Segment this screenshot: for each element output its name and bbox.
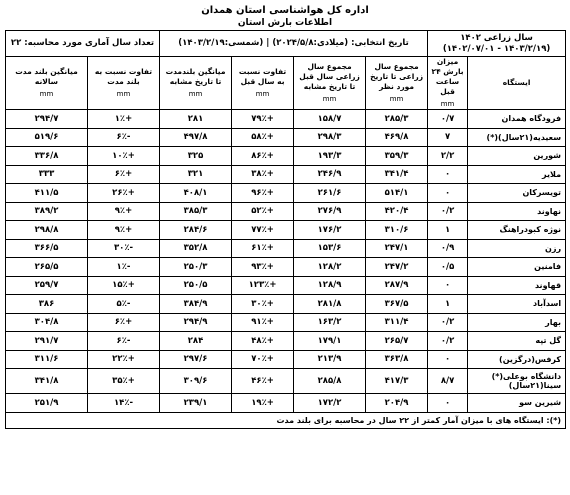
season-total: ۳۴۱/۴ [366, 165, 428, 184]
col-header-24h: میزان بارش ۲۴ ساعت قبل mm [428, 57, 468, 110]
station-name: تویسرکان [468, 184, 566, 203]
prev-year-total: ۲۱۳/۹ [294, 350, 366, 369]
prev-year-total: ۱۹۳/۳ [294, 147, 366, 166]
footnote: (*): ایستگاه های با میزان آمار کمتر از ۲۲ سال در محاسبه برای بلند مدت [6, 412, 566, 428]
table-row [6, 147, 566, 166]
longterm-annual: ۲۹۱/۷ [6, 332, 88, 351]
prev-year-total: ۱۷۲/۲ [294, 394, 366, 413]
season-total: ۵۱۴/۱ [366, 184, 428, 203]
longterm-annual: ۴۱۱/۵ [6, 184, 88, 203]
longterm-to-date: ۲۸۱ [160, 110, 232, 129]
rain-24h: ۷ [428, 128, 468, 147]
longterm-to-date: ۳۵۲/۸ [160, 239, 232, 258]
diff-prev-year: +۷۹٪ [232, 110, 294, 129]
longterm-to-date: ۳۲۵ [160, 147, 232, 166]
rain-24h: ۱ [428, 295, 468, 314]
longterm-to-date: ۲۳۹/۱ [160, 394, 232, 413]
prev-year-total: ۱۲۸/۲ [294, 258, 366, 277]
col-header-total: مجموع سال زراعی تا تاریخ مورد نظر mm [366, 57, 428, 110]
longterm-to-date: ۴۰۸/۱ [160, 184, 232, 203]
diff-longterm: +۶٪ [88, 165, 160, 184]
prev-year-total: ۲۶۱/۶ [294, 184, 366, 203]
station-name: ملایر [468, 165, 566, 184]
col-header-station: ایستگاه [468, 57, 566, 110]
season-total: ۲۰۴/۹ [366, 394, 428, 413]
season-total: ۳۶۷/۵ [366, 295, 428, 314]
diff-longterm: -۶٪ [88, 332, 160, 351]
years-count: تعداد سال آماری مورد محاسبه: ۲۲ [6, 31, 160, 57]
diff-prev-year: +۹۱٪ [232, 313, 294, 332]
longterm-to-date: ۲۵۰/۵ [160, 276, 232, 295]
season-total: ۲۴۷/۲ [366, 258, 428, 277]
diff-longterm: -۵٪ [88, 295, 160, 314]
footnote-row [6, 412, 566, 428]
longterm-annual: ۲۶۵/۵ [6, 258, 88, 277]
table-row [6, 332, 566, 351]
season-total: ۲۶۵/۷ [366, 332, 428, 351]
station-name: نهاوند [468, 202, 566, 221]
col-header-diff-prev: تفاوت نسبت به سال قبل mm [232, 57, 294, 110]
prev-year-total: ۲۸۱/۸ [294, 295, 366, 314]
longterm-annual: ۲۵۹/۷ [6, 276, 88, 295]
prev-year-total: ۲۹۸/۳ [294, 128, 366, 147]
diff-prev-year: +۷۷٪ [232, 221, 294, 240]
table-row [6, 202, 566, 221]
station-name: فرودگاه همدان [468, 110, 566, 129]
col-header-diff-longterm: تفاوت نسبت به بلند مدت mm [88, 57, 160, 110]
season-total: ۳۵۹/۳ [366, 147, 428, 166]
longterm-annual: ۳۴۱/۸ [6, 369, 88, 394]
diff-prev-year: +۳۰٪ [232, 295, 294, 314]
rain-24h: ۰ [428, 394, 468, 413]
station-name: اسدآباد [468, 295, 566, 314]
prev-year-total: ۲۸۵/۸ [294, 369, 366, 394]
selected-date: تاریخ انتخابی: (میلادی:۲۰۲۴/۵/۸) | (شمسی:۱۴۰۳/۲/۱۹) [160, 31, 428, 57]
station-name: دانشگاه بوعلی(*) سینا(۲۱سال) [468, 369, 566, 394]
rain-24h: ۰/۹ [428, 239, 468, 258]
season-total: ۳۶۳/۸ [366, 350, 428, 369]
diff-prev-year: +۱۹٪ [232, 394, 294, 413]
season-cell [428, 31, 566, 57]
season-total: ۲۴۷/۱ [366, 239, 428, 258]
longterm-annual: ۳۸۶ [6, 295, 88, 314]
season-total: ۴۲۰/۴ [366, 202, 428, 221]
diff-prev-year: +۷۰٪ [232, 350, 294, 369]
rain-24h: ۰/۷ [428, 110, 468, 129]
col-header-longterm-date: میانگین بلندمدت تا تاریخ مشابه mm [160, 57, 232, 110]
station-name: سعیدیه(۲۱سال)(*) [468, 128, 566, 147]
table-row [6, 221, 566, 240]
column-header-row [6, 57, 566, 110]
station-name: رزن [468, 239, 566, 258]
prev-year-total: ۱۵۸/۷ [294, 110, 366, 129]
diff-longterm: -۱۴٪ [88, 394, 160, 413]
table-row [6, 276, 566, 295]
diff-longterm: +۳۵٪ [88, 369, 160, 394]
station-name: نوژه کبودراهنگ [468, 221, 566, 240]
table-body [6, 110, 566, 413]
longterm-annual: ۳۳۶/۸ [6, 147, 88, 166]
longterm-to-date: ۳۸۵/۳ [160, 202, 232, 221]
info-row [6, 31, 566, 57]
diff-prev-year: +۶۱٪ [232, 239, 294, 258]
longterm-to-date: ۳۸۴/۹ [160, 295, 232, 314]
table-row [6, 165, 566, 184]
station-name: بهار [468, 313, 566, 332]
rain-24h: ۰/۵ [428, 258, 468, 277]
diff-prev-year: +۳۸٪ [232, 165, 294, 184]
longterm-annual: ۳۸۹/۲ [6, 202, 88, 221]
longterm-annual: ۳۱۱/۶ [6, 350, 88, 369]
diff-prev-year: +۸۶٪ [232, 147, 294, 166]
season-total: ۲۸۵/۳ [366, 110, 428, 129]
table-row [6, 258, 566, 277]
rain-24h: ۰ [428, 276, 468, 295]
diff-prev-year: +۵۲٪ [232, 202, 294, 221]
prev-year-total: ۱۷۶/۲ [294, 221, 366, 240]
rain-24h: ۱ [428, 221, 468, 240]
rain-24h: ۰/۲ [428, 313, 468, 332]
rain-24h: ۰ [428, 184, 468, 203]
diff-longterm: +۱۵٪ [88, 276, 160, 295]
rain-24h: ۲/۲ [428, 147, 468, 166]
diff-longterm: -۳۰٪ [88, 239, 160, 258]
longterm-to-date: ۲۵۰/۳ [160, 258, 232, 277]
station-name: فامنین [468, 258, 566, 277]
prev-year-total: ۱۶۳/۲ [294, 313, 366, 332]
table-row [6, 350, 566, 369]
longterm-to-date: ۲۸۴/۶ [160, 221, 232, 240]
diff-longterm: +۶٪ [88, 313, 160, 332]
longterm-to-date: ۲۹۴/۹ [160, 313, 232, 332]
station-name: شورین [468, 147, 566, 166]
longterm-to-date: ۲۸۴ [160, 332, 232, 351]
prev-year-total: ۱۷۹/۱ [294, 332, 366, 351]
table-row [6, 184, 566, 203]
longterm-annual: ۳۰۴/۸ [6, 313, 88, 332]
prev-year-total: ۱۵۳/۶ [294, 239, 366, 258]
season-total: ۲۸۷/۹ [366, 276, 428, 295]
table-row [6, 369, 566, 394]
diff-prev-year: +۱۲۳٪ [232, 276, 294, 295]
diff-longterm: -۱٪ [88, 258, 160, 277]
season-label: سال زراعی ۱۴۰۲ [460, 32, 533, 43]
rain-24h: ۸/۷ [428, 369, 468, 394]
season-total: ۳۱۱/۴ [366, 313, 428, 332]
station-name: کرفس(درگزین) [468, 350, 566, 369]
longterm-annual: ۲۵۱/۹ [6, 394, 88, 413]
longterm-annual: ۵۱۹/۶ [6, 128, 88, 147]
longterm-annual: ۳۶۶/۵ [6, 239, 88, 258]
rain-24h: ۰/۲ [428, 202, 468, 221]
table-row [6, 110, 566, 129]
longterm-to-date: ۲۹۷/۶ [160, 350, 232, 369]
diff-prev-year: +۹۶٪ [232, 184, 294, 203]
diff-longterm: +۲۶٪ [88, 184, 160, 203]
table-row [6, 239, 566, 258]
org-title: اداره کل هواشناسی استان همدان [201, 5, 369, 16]
diff-longterm: +۱٪ [88, 110, 160, 129]
report-header [5, 4, 565, 30]
diff-longterm: +۱۰٪ [88, 147, 160, 166]
prev-year-total: ۱۲۸/۹ [294, 276, 366, 295]
station-name: گل تپه [468, 332, 566, 351]
diff-longterm: +۲۲٪ [88, 350, 160, 369]
season-total: ۳۱۰/۶ [366, 221, 428, 240]
precipitation-table [5, 30, 566, 429]
longterm-to-date: ۳۲۱ [160, 165, 232, 184]
diff-longterm: +۹٪ [88, 202, 160, 221]
diff-prev-year: +۵۸٪ [232, 128, 294, 147]
rain-24h: ۰ [428, 165, 468, 184]
diff-prev-year: +۴۸٪ [232, 332, 294, 351]
longterm-to-date: ۳۰۹/۶ [160, 369, 232, 394]
col-header-prev-year: مجموع سال زراعی سال قبل تا تاریخ مشابه mm [294, 57, 366, 110]
diff-prev-year: +۹۳٪ [232, 258, 294, 277]
longterm-annual: ۲۹۸/۸ [6, 221, 88, 240]
rain-24h: ۰ [428, 350, 468, 369]
diff-longterm: +۹٪ [88, 221, 160, 240]
col-header-annual: میانگین بلند مدت سالانه mm [6, 57, 88, 110]
longterm-annual: ۲۹۴/۷ [6, 110, 88, 129]
longterm-to-date: ۴۹۷/۸ [160, 128, 232, 147]
station-name: قهاوند [468, 276, 566, 295]
report-subtitle: اطلاعات بارش استان [237, 18, 333, 28]
rain-24h: ۰/۲ [428, 332, 468, 351]
table-row [6, 313, 566, 332]
longterm-annual: ۳۳۳ [6, 165, 88, 184]
prev-year-total: ۲۷۶/۹ [294, 202, 366, 221]
season-total: ۴۶۹/۸ [366, 128, 428, 147]
diff-longterm: -۶٪ [88, 128, 160, 147]
season-total: ۴۱۷/۳ [366, 369, 428, 394]
diff-prev-year: +۴۶٪ [232, 369, 294, 394]
table-row [6, 295, 566, 314]
table-row [6, 394, 566, 413]
prev-year-total: ۲۴۶/۹ [294, 165, 366, 184]
season-range: (۱۴۰۳/۲/۱۹ - ۱۴۰۲/۰۷/۰۱) [442, 43, 551, 54]
table-row [6, 128, 566, 147]
station-name: شیرین سو [468, 394, 566, 413]
